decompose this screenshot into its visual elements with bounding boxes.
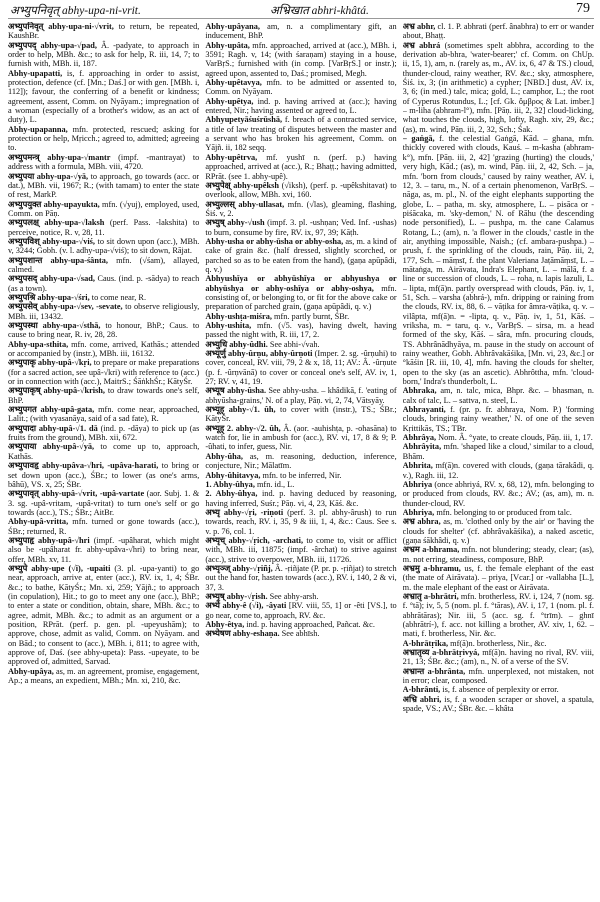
entry-definition: mfn. to be inferred, Nir. (260, 470, 342, 480)
dictionary-entry (403, 648, 594, 667)
dictionary-entry (205, 405, 396, 424)
entry-headword: Abhy-ûha, (205, 451, 243, 461)
entry-definition: is, f. approaching in order to assist, protection, defence (cf. [Mn.; Daś.] or with gen. [MBh. i, 112]); favour, the conferring of a benefit or kindness; agreement, assent, Comm. on Nyāyam.; impregnation of a woman (especially of a brother's widow, as an act of duty), L. (8, 68, 200, 125)
page-header (8, 2, 594, 19)
entry-definition: mfn. (√5. vas), having dwelt, having passed the night with, R. iii, 17, 2. (205, 321, 397, 340)
dictionary-entry (403, 639, 594, 648)
column-1 (8, 22, 199, 902)
dictionary-entry (8, 41, 199, 69)
entry-definition: mfn. unperplexed, not mistaken, not in error; clear, composed. (402, 666, 594, 686)
entry-definition: as, m. an agreement, promise, engagement, Ap.; a means, an expedient, MBh.; Mn. xi, 210, &c. (8, 666, 200, 686)
dictionary-entry (205, 452, 396, 471)
entry-headword: A-bhrātṛika, (402, 638, 449, 648)
entry-headword: Abhy-upapanna, (8, 124, 68, 134)
dictionary-entry (205, 274, 396, 311)
entry-headword: अभ्युपाकृ abhy-upâ-√kṛi, (8, 358, 92, 368)
entry-definition: mf(ā)n. having no rival, RV. viii, 21, 13; ŚBr. &c.; (am), n., N. of a verse of the SV. (402, 648, 594, 667)
entry-definition: is, f. absence of perplexity or error. (440, 685, 559, 695)
dictionary-entry (8, 200, 199, 219)
dictionary-entry (205, 312, 396, 321)
entry-headword: अभ्र abhra, (402, 517, 441, 527)
entry-definition: as, m. reasoning, deduction, inference, conjecture, Nir.; Mālatīm. (205, 451, 397, 471)
entry-definition: to approach, go towards (acc. or dat.), MBh. vii, 1967; R.; (with tamam) to enter the state of rest, MarkP. (8, 171, 200, 200)
dictionary-entry (403, 592, 594, 639)
columns (8, 22, 594, 902)
entry-definition: mfn. to be admitted or assented to, Comm. on Nyāyam. (205, 78, 397, 97)
dictionary-entry (205, 564, 396, 592)
dictionary-entry (403, 442, 594, 461)
entry-definition: to sit down upon (acc.), MBh. v, 3244; Gobh. (v. l. adhy-upa-√viś); to sit down, Rājat. (8, 236, 200, 256)
dictionary-entry (8, 667, 199, 686)
dictionary-entry (8, 69, 199, 125)
entry-headword: Abhrâyita, (402, 442, 442, 452)
entry-definition: ind. p. having approached, Pañcat. &c. (244, 620, 375, 629)
page-number: 79 (576, 1, 590, 16)
dictionary-entry (8, 564, 199, 667)
entry-headword: अभ्र abhr, (402, 22, 436, 31)
entry-definition: ind. p. having arrived at (acc.); having entered, Nir.; having assented or agreed to, L. (205, 96, 397, 116)
entry-headword: अभ्युपपद् abhy-upa-√pad, (8, 40, 97, 50)
entry-headword: Abhrayanti, (402, 405, 446, 415)
entry-definition: mfn. (√las), gleaming, flashing, Śiś. v, 2. (205, 199, 397, 218)
entry-headword: अभ्युपविश् abhy-upa-√viś, (8, 236, 95, 246)
entry-headword: अभ्युपमन्त्र् abhy-upa-√mantr (8, 152, 111, 162)
entry-definition: Nom. Â. °yate, to create clouds, Pāṇ. iii, 1, 17. (436, 433, 593, 443)
dictionary-entry (205, 200, 396, 219)
entry-headword: अभ्युपादा abhy-upâ-√1. dā (8, 423, 98, 433)
entry-definition: (impf. -mantrayat) to address with a formula, MBh. viii, 4720. (8, 152, 200, 172)
entry-definition: mfn. id., L. (254, 479, 295, 489)
entry-definition: f. (pr. p. fr. abhraya, Nom. P.) 'forming clouds, bringing rainy weather,' N. of one of the seven Kṛittikās, TS.; TBr. (402, 405, 594, 433)
entry-headword: Abhy-upâyana, (205, 22, 260, 31)
dictionary-entry (205, 349, 396, 386)
entry-headword: अभ्युपयुक्त abhy-upayukta, (8, 199, 100, 209)
entry-definition: ind. p. having deduced by reasoning, having inferred, Suśr.; Pāṇ. vi, 4, 23, Kāś. &c. (205, 489, 397, 508)
entry-headword: अभ्युपनिवृत् abhy-upa-ni-√vrit, (8, 22, 114, 31)
dictionary-entry (403, 405, 594, 433)
dictionary-entry (205, 480, 396, 489)
dictionary-entry (403, 695, 594, 714)
dictionary-entry (8, 172, 199, 200)
entry-headword: Abhy-upêtya, (205, 96, 254, 106)
entry-definition: mfn. partly burnt, ŚBr. (271, 311, 350, 321)
entry-definition: (sometimes spelt abbhra, according to the derivation ab-bhra, 'water-bearer;' cf. Comm. on ChUp. ii, 15, 1), am, n. (rarely as, m., AV. ix, 6, 47 & TS.) cloud, thunder-cloud, rainy weather, RV. &c.; sky, atmosphere, Śiś. ix, 3; (in arithmetic) a cypher; [NBD.] dust, AV. ix, 3, 6; (in med.) talc, mica; gold, L.; camphor, L.; the root of Cyperus Rotundus, L.; [cf. Gk. ὄμβρος & Lat. imber.] – m-liha (abhram-l°), mfn. [Pāṇ. iii, 2, 32] cloud-licking, what touches the clouds, high, lofty, Ragh. xiv, 29, &c.; (as), m. wind, Pāṇ. iii, 2, 32, Sch.; Śak. (402, 40, 594, 134)
entry-definition: mfn. brotherless, RV. i, 124, 7 (nom. sg. f. °tā); iv, 5, 5 (nom. pl. f. °tāras), AV. i, 17, 1 (nom. pl. f. abhrātāras); Nir. iii, 5 (acc. sg. f. °trīm). – ghnī (abhrātrí-), f. acc. not killing a brother, AV. xiv, 1, 62. – mati, f. brotherless, Nir. &c. (402, 591, 594, 639)
dictionary-entry (205, 386, 396, 405)
entry-definition: f. the celestial Gaṅgā, Kād. – ghana, mfn. thickly covered with clouds, Kauś. – m-kasha (abhram-k°), mfn. [Pāṇ. iii, 2, 42] 'grazing (hurting) the clouds,' very high, Kād.; (as), m. wind, Pāṇ. iii, 2, 42, Sch. – ja, mfn. 'born from clouds,' caused by rainy weather, AV. i, 12, 3. – taru, m., N. of a certain phenomenon, VarBṛS. – nāga, as, m. pl., N. of the eight elephants supporting the globe, L. – patha, m. sky, atmosphere, L. – pisāca or -piśācaka, m. 'sky-demon,' N. of Rāhu (the descending node personified), L. – pushpa, m. the cane Calamus Rotang, L.; (am), n. 'a flower in the clouds,' castle in the air, anything impossible, Naish.; (cf. ambara-pushpa.) – prush, f. the sprinkling of the clouds, rain, Pāṇ. iii, 2, 177, Sch. – māṃsī, f. the plant Valeriana Jaṭāmāṃsī, L. – mātaṅga, m. Airāvata, Indra's Elephant, L. – mālā, f. a line or succession of clouds, L. – roha, n. lapis lazuli, L. – lipta, mf(ā)n. partly overspread with clouds, Pāṇ. iv, 1, 51, Sch. – varsha (abhrá-), mfn. dripping or raining from the clouds, RV. ix, 88, 6. – vāṭika for âmra-vāṭika, q. v. – vilâpta, mf(ā)n. = -lipta, q. v., Pāṇ. iv, 1, 51, Kāś. – vriksha, m. = taru, q. v., VarBṛS. – sirsa, m. a head formed of the sky, Kāś. – sâra, mfn. procuring clouds, TS. Abhrânādhyāya, m. pause in the study on account of rainy weather, Gobh. Abhrâvakāśika, [Mn. vi, 23, &c.] or °kāśin [R. iii, 10, 4], mfn. having the clouds for shelter, open to the sky (as an ascetic). Abhrôttha, mfn. 'cloud-born,' Indra's thunderbolt, L. (402, 134, 594, 387)
entry-definition: as, m. 'clothed only by the air' or 'having the clouds for shelter' (cf. abhrâvakāśika), a naked ascetic, (gaṇa śākhâdi, q. v.) (402, 517, 594, 545)
entry-headword: Abhy-upâta, (205, 40, 250, 50)
entry-definition: Â. -ṛiñjate (P. pr. p. -ṛiñjat) to stretch out the hand for, hasten towards (acc.), RV. i, 140, 2 & vi, 37, 3. (205, 563, 397, 592)
entry-headword: अभ्रम a-bhrama, (402, 545, 460, 555)
entry-headword: Abhy-upêtrva, (205, 152, 258, 162)
entry-headword: अभ्येषण abhy-eshaṇa. (205, 629, 280, 639)
entry-headword: Abhy-upâya, (8, 666, 54, 676)
dictionary-entry (8, 461, 199, 489)
entry-definition: to prepare or make preparations (for a sacred action, see upâ-√kri) with reference to (acc.) or in connection with (acc.), MaitrS.; ŚāṅkhŚr.; KātyŚr. (8, 358, 200, 387)
dictionary-entry (403, 667, 594, 686)
entry-definition: See abhy-usha. – khâdikā, f. 'eating of abhyūsha-grains,' N. of a play, Pāṇ. vi, 2, 74, Vātsyāy. (205, 386, 397, 405)
dictionary-entry (403, 564, 594, 592)
entry-headword: अभ्रातृ a-bhrātrí, (402, 591, 459, 601)
dictionary-entry (403, 517, 594, 545)
dictionary-entry (205, 508, 396, 536)
entry-headword: अभ्यूह् 2. abhy-√2. ûh, (205, 423, 281, 433)
dictionary-entry (8, 293, 199, 302)
entry-headword: अभ्युल्लस् abhy-ullasat, (205, 199, 285, 209)
dictionary-entry (403, 480, 594, 508)
entry-headword: अभ्युपया abhy-upa-√yā, (8, 171, 89, 181)
entry-headword: अभ्युपाकृष् abhy-upâ-√krish, (8, 386, 105, 396)
entry-headword: अभ्युपेक्ष् abhy-upêksh (205, 180, 279, 190)
entry-definition: (impf. 3. pl. -ushṇan; Ved. Inf. -ushas) to burn, consume by fire, RV. ix, 97, 39; Kāṭh. (205, 218, 397, 237)
dictionary-entry (403, 545, 594, 564)
dictionary-entry (205, 601, 396, 620)
entry-headword: अभ्युपस्था abhy-upa-√sthā, (8, 321, 101, 330)
entry-definition: to return, be repeated, KaushBr. (8, 22, 200, 41)
dictionary-entry (8, 340, 199, 359)
header-left-guideword: अभ्युपनिवृत् abhy-upa-ni-vrit. (10, 5, 141, 17)
dictionary-entry (205, 78, 396, 97)
entry-headword: अभ्युष् abhy-√ush (205, 218, 265, 228)
entry-headword: Abhy-usha or abhy-ūsha or abhy-osha, (205, 236, 344, 246)
entry-definition: (ind. p. -dāya) to pick up (as fruits from the ground), MBh. xii, 672. (8, 423, 200, 443)
entry-definition: us, f. the female elephant of the east (the mate of Airāvata). – priya, [Vcar.] or -vallabha [L.], m. the male elephant of the east or Airāvata. (402, 563, 594, 592)
entry-definition: to honour, BhP.; Caus. to cause to bring near, R. iv, 28, 28. (8, 321, 200, 340)
entry-definition: (perf. Pass. -lakshita) to perceive, notice, R. v, 28, 11. (8, 218, 200, 237)
dictionary-entry (8, 256, 199, 275)
entry-headword: Abhriya, (402, 507, 435, 517)
dictionary-entry (8, 125, 199, 153)
entry-headword: Abhy-upapatti, (8, 68, 63, 78)
dictionary-entry (205, 22, 396, 41)
header-center-guideword: अभ्रिखात abhri-khâtá. (270, 5, 369, 17)
column-3 (403, 22, 594, 902)
dictionary-entry (205, 218, 396, 237)
entry-headword: – gaṅgā, (402, 134, 435, 144)
entry-headword: अभ्रमु a-bhramu, (402, 563, 461, 573)
dictionary-entry (403, 461, 594, 480)
entry-definition: (√iksh), (perf. p. -upêkshitavat) to overlook, allow, MBh. xvi, 160. (205, 180, 397, 200)
entry-definition: See abhi-√vah. (267, 339, 320, 349)
entry-definition: (impf. -upâharat, which might also be -upâharat fr. abhy-upâva-√hri) to bring near, offer, MBh. xv, 11. (8, 535, 200, 564)
dictionary-entry (403, 433, 594, 442)
entry-headword: अभ्रातृव्य a-bhrātṛivyá, (402, 648, 480, 658)
entry-headword: अभ्यृ abhy-√ṛi, -riṇoti (205, 507, 284, 517)
entry-definition: cl. 1. P. abhrati (perf. ânabhra) to err or wander about, Bhaṭṭ. (402, 22, 594, 41)
dictionary-entry (205, 629, 396, 638)
entry-definition: See abhīsh. (279, 629, 320, 639)
dictionary-entry (205, 620, 396, 629)
dictionary-entry (8, 489, 199, 517)
entry-headword: अभ्यूर्णु abhy-ûrṇu, abhy-ûrṇoti (205, 349, 313, 359)
entry-headword: Abhrâya, (402, 433, 437, 443)
dictionary-entry (205, 340, 396, 349)
dictionary-entry (8, 536, 199, 564)
entry-headword: अभ्युपाया abhy-upâ-√yā, (8, 442, 95, 452)
entry-headword: अभ्यूष abhy-ûsha. (205, 386, 267, 396)
entry-headword: अभ्युधि abhy-ûdhi. (205, 339, 268, 349)
entry-definition: Caus. (ind. p. -sādya) to reach (as a town). (8, 274, 200, 293)
dictionary-entry (403, 386, 594, 405)
entry-headword: A-bhrânti, (402, 685, 441, 695)
dictionary-entry (8, 22, 199, 41)
entry-headword: अभ्यृच् abhy-√ṛich, -archati, (205, 535, 304, 545)
entry-definition: am, n. talc, mica, Bhpr. &c. – bhasman, n. calx of talc, L. – sattva, n. steel, L. (402, 386, 594, 405)
entry-definition: mf(ā)n. brotherless, Nir., &c. (448, 638, 547, 648)
dictionary-entry (205, 471, 396, 480)
dictionary-entry (205, 41, 396, 78)
entry-headword: Abhy-ushita, (205, 321, 252, 330)
entry-definition: Â. -padyate, to approach in order to help, MBh. &c.; to ask for help, R. iii, 14, 7; to furnish with, MBh. ii, 187. (8, 40, 200, 69)
dictionary-entry (8, 302, 199, 321)
entry-headword: 1. Abhy-ûhya, (205, 479, 255, 489)
entry-headword: Abhy-upâ-vritta, (8, 517, 69, 527)
entry-headword: अभ्युपसद् abhy-upa-√sad, (8, 274, 95, 284)
entry-definition: Â. (aor. -auhishṭa, p. -ohasāna) to watch for, lie in ambush for (acc.), RV. vi, 17, 8 & 9; P. -ûhati, to infer, guess, Nir. (205, 423, 397, 452)
entry-definition: to come to, visit or afflict with, MBh. iii, 11875; (impf. -ârchat) to strive against (acc.), strive to overpower, MBh. iii, 11726. (205, 535, 397, 564)
entry-definition: (perf. 3. pl. abhy-ârush) to run towards, reach, RV. i, 35, 9 & iii, 1, 4, &c.: Caus. See s. v. p. 76, col. 1. (205, 507, 397, 536)
dictionary-entry (8, 358, 199, 386)
dictionary-entry (205, 153, 396, 181)
entry-headword: अभ्ये abhy-ê (√i), -âyati (205, 601, 287, 611)
entry-headword: अभ्युपश्रि abhy-upa-√śri, (8, 292, 90, 302)
entry-definition: is, f. a wooden scraper or shovel, a spatula, spade, VS.; AV.; ŚBr. &c. – khâta (402, 694, 594, 714)
entry-definition: to observe religiously, MBh. iii, 13432. (8, 302, 200, 321)
entry-definition: (3. pl. -upa-yanti) to go near, approach, arrive at, enter (acc.), RV. ix, 1, 4; ŚBr. &c.; to bathe, KātyŚr.; Mn. xi, 259; Yājñ.; to approach (in copulation), Hit.; to go to meet any one (acc.), BhP.; to enter a state or condition, obtain, share, MBh. &c.; to agree, admit, MBh. &c.; to admit as an argument or a position, RPrāt. (perf. p. gen. pl. -upeyushām); to approve, chose, admit as valid, Comm. on Nyāyam. and on Bād.; to consent to (acc.), MBh. i, 811; to agree with, approve of, Daś. (see abhy-upeta): Pass. -upeyate, to be approved of, admitted, Sarvad. (8, 563, 200, 667)
dictionary-entry (205, 181, 396, 200)
entry-headword: Abhy-ushṭa-miśra, (205, 311, 272, 321)
dictionary-entry (8, 424, 199, 443)
dictionary-entry (8, 237, 199, 256)
entry-definition: f. breach of a contracted service, a title of law treating of disputes between the master and a servant who has broken his agreement, Comm. on Yājñ. ii, 182 seqq. (205, 115, 397, 153)
entry-definition: mfn. not blundering; steady, clear; (as), m. not erring, steadiness, composure, BhP. (402, 545, 594, 564)
dictionary-entry (205, 115, 396, 152)
entry-headword: अभ्युपावृत् abhy-upâ-√vrit, -upâ-vartate (8, 489, 145, 499)
dictionary-entry (8, 153, 199, 172)
dictionary-entry (8, 321, 199, 340)
entry-definition: am, n. a complimentary gift, an inducement, BhP. (205, 22, 397, 41)
entry-definition: mf(ā)n. covered with clouds, (gaṇa tārakâdi, q. v.), Ragh. iii, 12. (402, 461, 594, 480)
dictionary-entry (8, 274, 199, 293)
entry-definition: mfn. belonging to or produced from talc. (434, 507, 572, 517)
entry-headword: अभ्यृञ्ज् abhy-√ṛiñj, (205, 563, 273, 573)
entry-definition: mfn. protected, rescued; asking for protection or help, Mṛicch.; agreed to, admitted; agreeing to. (8, 124, 200, 153)
entry-headword: Abhy-ûhitavya, (205, 470, 261, 480)
dictionary-entry (403, 134, 594, 386)
entry-headword: अभ्यूह् abhy-√1. ûh, (205, 405, 276, 415)
entry-headword: Abhy-êtya, (205, 620, 245, 629)
entry-definition: (aor. Subj. 1. & 3. sg. -upâ-vritam, -upâ-vritat) to turn one's self or go towards (acc.), TS.; ŚBr.; AitBr. (8, 489, 200, 517)
entry-headword: Abhriya (402, 479, 433, 489)
entry-headword: Abhy-upêtavya, (205, 78, 262, 88)
entry-definition: mfn. turned or gone towards (acc.), ŚBr.; returned, R. (8, 517, 200, 536)
entry-headword: 2. Abhy-ûhya, (205, 489, 258, 499)
dictionary-entry (8, 405, 199, 424)
dictionary-entry (8, 442, 199, 461)
entry-definition: mfn. (√yuj), employed, used, Comm. on Pāṇ. (8, 199, 200, 218)
dictionary-entry (205, 489, 396, 508)
entry-definition: to draw towards one's self, BhP. (8, 386, 200, 405)
entry-definition: See abhy-arsh. (267, 591, 319, 601)
dictionary-entry (403, 41, 594, 134)
entry-headword: Abhy-upa-sthita, (8, 339, 69, 349)
entry-headword: अभ्र abhrá (402, 40, 441, 50)
dictionary-entry (8, 386, 199, 405)
entry-definition: (Imper. 2. sg. -ûrṇuhi) to cover, conceal, RV. viii, 79, 2 & x, 18, 11; AV.: Â. -ûrṇute (p. f. -ûrṇvānā) to cover or conceal one's self, AV. iv, 1, 27; RV. v, 41, 19. (205, 349, 397, 387)
entry-headword: अभ्रि abhri, (402, 694, 442, 704)
entry-headword: अभ्युपाहृ abhy-upâ-√hri (8, 535, 90, 545)
entry-definition: as, m. a kind of cake of grain &c. (half dressed, slightly scorched, or parched so as to be eaten from the hand), (gaṇa apūpâdi, q. v.) (205, 236, 397, 274)
column-2 (205, 22, 396, 902)
entry-headword: अभ्रान्त a-bhrânta, (402, 666, 466, 676)
entry-definition: (once abhriyá, RV. x, 68, 12), mfn. belonging to or produced from clouds, RV. &c.; AV.; (as, am), m. n. thunder-cloud, RV. (402, 479, 594, 508)
dictionary-entry (205, 592, 396, 601)
entry-definition: mfn. consisting of, or belonging to, or fit for the above cake or preparation of parched grain, (gaṇa apūpâdi, q. v.) (205, 283, 397, 312)
entry-definition: to come up to, approach, Kathās. (8, 442, 200, 461)
entry-definition: mf. yushī n. (perf. p.) having approached, arrived at (acc.), R.; Bhaṭṭ.; having admitted, RPrāt. (see 1. abhy-upê). (205, 152, 397, 181)
dictionary-entry (403, 22, 594, 41)
dictionary-entry (205, 237, 396, 274)
entry-definition: to cover with (instr.), TS.; ŚBr.; KātyŚr. (205, 405, 397, 424)
dictionary-entry (205, 424, 396, 452)
entry-headword: अभ्युपसेव् abhy-upa-√sev, -sevate, (8, 302, 123, 312)
dictionary-entry (205, 97, 396, 116)
entry-headword: अभ्यृष् abhy-√ṛish. (205, 591, 268, 601)
entry-headword: अभ्युपावहृ abhy-upâva-√hri, -upâva-harati, (8, 461, 159, 471)
entry-headword: Abhyushīya or abhyūshīya or abhyushya or abhyūshya or abhy-oshīya or abhy-oshya, (205, 274, 397, 293)
entry-definition: mfn. come, arrived, Kathās.; attended or accompanied by (instr.), MBh. iii, 16132. (8, 339, 200, 359)
dictionary-entry (8, 517, 199, 536)
dictionary-entry (205, 321, 396, 340)
dictionary-entry (8, 218, 199, 237)
entry-definition: mfn. (√śam), allayed, calmed. (8, 255, 200, 274)
dictionary-entry (205, 536, 396, 564)
entry-definition: mfn. 'shaped like a cloud,' similar to a cloud, Bhām. (402, 442, 594, 461)
dictionary-entry (403, 685, 594, 694)
entry-headword: अभ्युपगत abhy-upâ-gata, (8, 405, 95, 415)
entry-headword: अभ्युपे abhy-upe (√i), -upaiti (8, 563, 111, 573)
entry-definition: to bring or set down upon (acc.), ŚBr.; to lower (as one's arms, bâhū), VS. x, 25; ŚBr. (8, 461, 200, 489)
dictionary-entry (403, 508, 594, 517)
entry-headword: Abhrita, (402, 461, 433, 471)
entry-headword: अभ्युपलक्ष् abhy-upa-√laksh (8, 218, 105, 228)
entry-headword: अभ्युपशान्त abhy-upa-śânta, (8, 255, 108, 265)
entry-definition: to come near, R. (89, 292, 147, 302)
entry-definition: mfn. approached, arrived at (acc.), MBh. i, 3591; Ragh. v, 14; (with śaraṇam) staying in a house, VarBṛS.; furnished with (in comp. [VarBṛS.] or instr.); agreed upon, assented to, Daś.; promised, Megh. (205, 40, 397, 78)
entry-definition: mfn. come near, approached, Lalit.; (with vyasanāya, said of a sad fate), R. (8, 405, 200, 424)
entry-headword: Abhyupetyāśuśrūshā, (205, 115, 283, 125)
entry-headword: Abhraka, (402, 386, 437, 396)
entry-definition: [RV. viii, 55, 1] or -êti [VS.], to go near, come to, approach, RV. &c. (205, 601, 397, 620)
